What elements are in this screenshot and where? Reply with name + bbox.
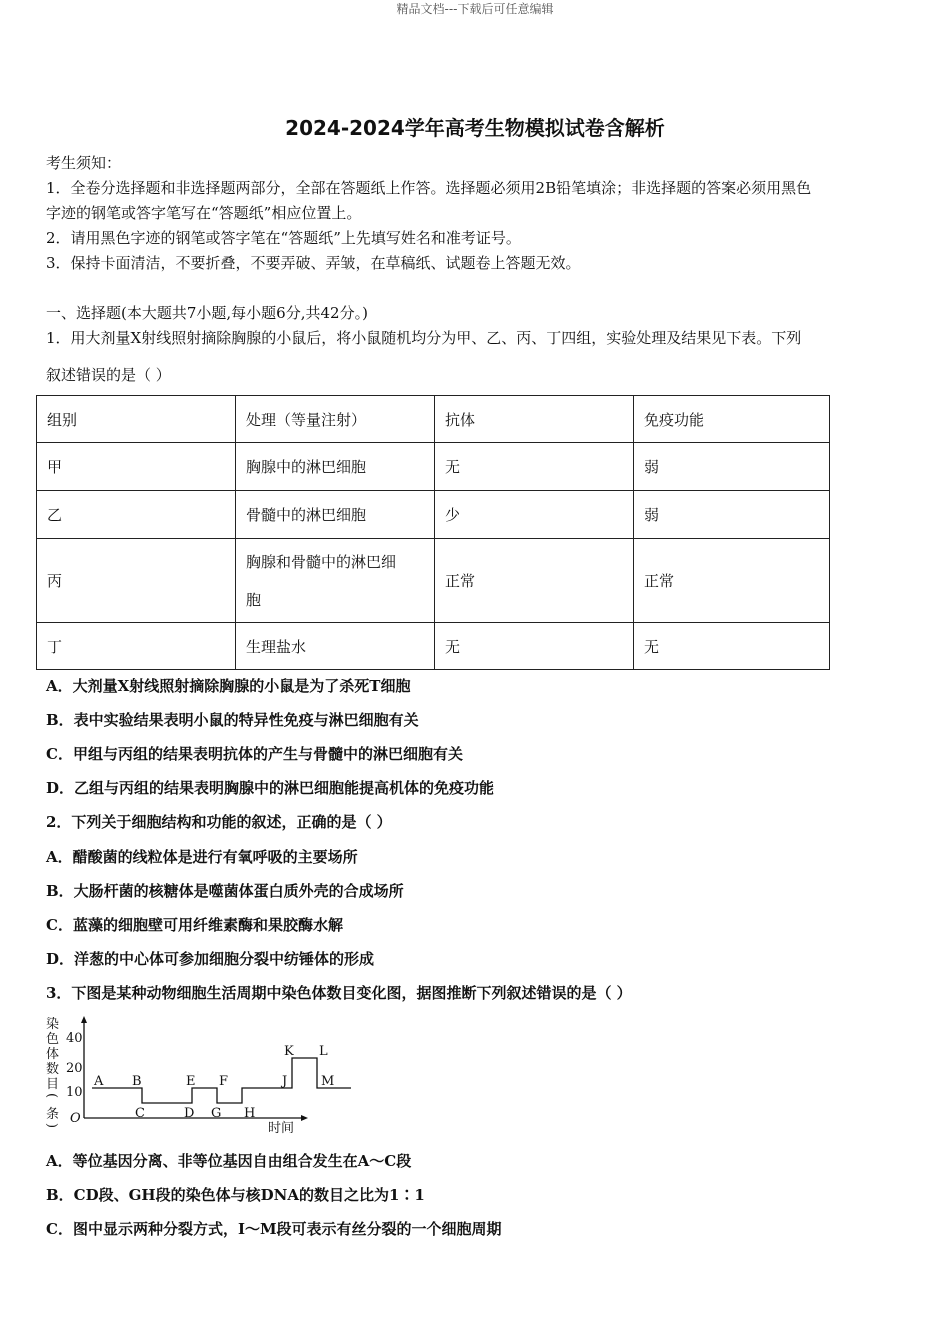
notice-item-2: 2．请用黑色字迹的钢笔或答字笔在“答题纸”上先填写姓名和准考证号。 [46, 229, 521, 247]
q2-option-c: C．蓝藻的细胞壁可用纤维素酶和果胶酶水解 [46, 916, 343, 934]
q2-option-a: A．醋酸菌的线粒体是进行有氧呼吸的主要场所 [46, 848, 358, 866]
notice-item-1-line-2: 字迹的钢笔或答字笔写在“答题纸”相应位置上。 [46, 204, 362, 222]
y-axis-title-char: 染 [46, 1017, 60, 1032]
table-row [37, 623, 830, 670]
chromosome-count-chart [42, 1014, 335, 1136]
point-label-d: D [184, 1106, 195, 1121]
point-label-f: F [219, 1074, 229, 1089]
page-title: 2024-2024学年高考生物模拟试卷含解析 [285, 116, 665, 140]
y-axis-title-char: ) [44, 1123, 59, 1129]
notice-item-1-line-1: 1．全卷分选择题和非选择题两部分，全部在答题纸上作答。选择题必须用2B铅笔填涂；非选择题的答案必须用黑色 [46, 179, 812, 197]
table-cell: 丙 [37, 539, 236, 623]
q1-option-d: D．乙组与丙组的结果表明胸腺中的淋巴细胞能提高机体的免疫功能 [46, 779, 495, 797]
watermark: 精品文档---下载后可任意编辑 [396, 2, 554, 16]
table-header-cell: 抗体 [435, 396, 634, 443]
table-cell: 胸腺中的淋巴细胞 [236, 443, 435, 491]
table-row [37, 539, 830, 623]
table-cell: 无 [435, 623, 634, 670]
point-label-h: H [244, 1106, 256, 1121]
table-cell: 正常 [435, 539, 634, 623]
table-header-cell: 处理（等量注射） [236, 396, 435, 443]
table-header-row [37, 396, 830, 443]
point-label-j: J [282, 1074, 288, 1089]
y-axis-title-char: 色 [46, 1032, 60, 1047]
q1-option-b: B．表中实验结果表明小鼠的特异性免疫与淋巴细胞有关 [46, 711, 419, 729]
table-row [37, 443, 830, 491]
point-label-m: M [321, 1074, 335, 1089]
point-label-c: C [135, 1106, 145, 1121]
q2-option-d: D．洋葱的中心体可参加细胞分裂中纺锤体的形成 [46, 950, 375, 968]
y-axis-title-char: 目 [46, 1077, 60, 1092]
table-cell: 丁 [37, 623, 236, 670]
table-cell: 无 [634, 623, 830, 670]
table-cell-line: 胞 [246, 590, 262, 609]
table-cell: 生理盐水 [236, 623, 435, 670]
y-axis-title-char: ( [44, 1093, 59, 1099]
y-tick-label-20: 20 [66, 1061, 83, 1076]
q3-stem: 3．下图是某种动物细胞生活周期中染色体数目变化图，据图推断下列叙述错误的是（ ） [46, 984, 632, 1002]
notice-heading: 考生须知： [46, 154, 122, 172]
q3-option-a: A．等位基因分离、非等位基因自由组合发生在A～C段 [46, 1152, 412, 1170]
y-axis-title-char: 体 [46, 1047, 60, 1062]
q3-option-b: B．CD段、GH段的染色体与核DNA的数目之比为1∶1 [46, 1186, 425, 1204]
table-header-cell: 免疫功能 [634, 396, 830, 443]
table-cell: 少 [435, 491, 634, 539]
y-axis-arrow [81, 1016, 87, 1023]
table-cell-line: 胸腺和骨髓中的淋巴细 [246, 552, 397, 571]
q1-option-a: A．大剂量X射线照射摘除胸腺的小鼠是为了杀死T细胞 [46, 677, 411, 695]
point-label-g: G [211, 1106, 222, 1121]
q1-stem-line-2: 叙述错误的是（ ） [46, 366, 171, 384]
y-tick-label-40: 40 [66, 1031, 83, 1046]
point-label-b: B [132, 1074, 142, 1089]
q2-stem: 2．下列关于细胞结构和功能的叙述，正确的是（ ） [46, 813, 392, 831]
point-label-e: E [186, 1074, 196, 1089]
y-axis-title-char: 条 [46, 1107, 60, 1122]
table-cell: 骨髓中的淋巴细胞 [236, 491, 435, 539]
q1-option-c: C．甲组与丙组的结果表明抗体的产生与骨髓中的淋巴细胞有关 [46, 745, 463, 763]
q3-option-c: C．图中显示两种分裂方式，Ⅰ～M段可表示有丝分裂的一个细胞周期 [46, 1220, 502, 1238]
x-axis-arrow [301, 1115, 308, 1121]
q2-option-b: B．大肠杆菌的核糖体是噬菌体蛋白质外壳的合成场所 [46, 882, 404, 900]
notice-item-3: 3．保持卡面清洁，不要折叠，不要弄破、弄皱，在草稿纸、试题卷上答题无效。 [46, 254, 581, 272]
point-label-l: L [319, 1044, 328, 1059]
table-row [37, 491, 830, 539]
point-label-k: K [284, 1044, 294, 1059]
x-axis-title: 时间 [268, 1121, 295, 1136]
table-header-cell: 组别 [37, 396, 236, 443]
y-axis-title-char: 数 [46, 1062, 60, 1077]
results-table [36, 395, 830, 670]
section-heading: 一、选择题(本大题共7小题,每小题6分,共42分。) [46, 304, 368, 322]
table-cell: 正常 [634, 539, 830, 623]
table-cell: 乙 [37, 491, 236, 539]
table-cell: 无 [435, 443, 634, 491]
table-cell: 弱 [634, 491, 830, 539]
point-labels [93, 1044, 334, 1121]
origin-label: O [70, 1111, 81, 1126]
q1-stem-line-1: 1．用大剂量X射线照射摘除胸腺的小鼠后，将小鼠随机均分为甲、乙、丙、丁四组，实验处理及结果见下表。下列 [46, 329, 802, 347]
point-label-a: A [94, 1074, 104, 1089]
y-axis-title [44, 1016, 59, 1128]
y-tick-label-10: 10 [66, 1085, 83, 1100]
table-cell [236, 539, 435, 623]
table-cell: 弱 [634, 443, 830, 491]
table-cell: 甲 [37, 443, 236, 491]
